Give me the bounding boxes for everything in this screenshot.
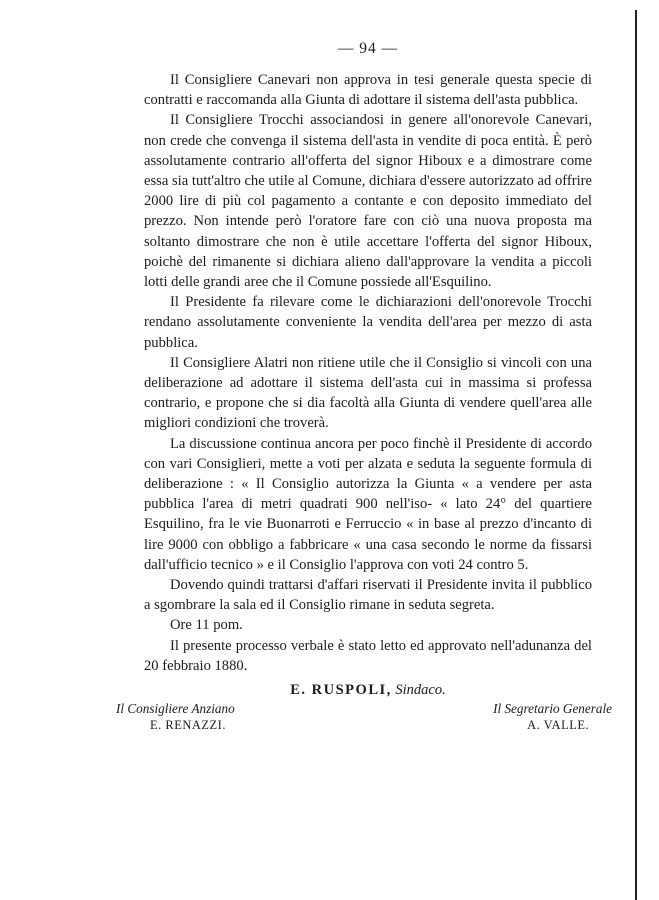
paragraph-processo-verbale: Il presente processo verbale è stato letto ed approvato nell'adunanza del 20 febbraio 1880. [144, 637, 592, 674]
signature-left-role: Il Consigliere Anziano [116, 701, 235, 717]
mayor-signature [144, 680, 592, 700]
page-number: — 94 — [337, 40, 399, 57]
signature-right-name: A. VALLE. [527, 718, 590, 733]
paragraph-deliberazione: La discussione continua ancora per poco finchè il Presidente di accordo con vari Consiglieri, mette a voti per alzata e seduta la seguente formula di deliberazione : « Il Consiglio autorizza la Giunta « a vendere per asta pubblica l'area di metri quadrati 900 nell'iso- « lato 24° del quartiere Esquilino, fra le vie Buonarroti e Ferruccio « in base al prezzo d'incanto di lire 9000 con obbligo a fabbricare « una casa secondo le norme da fissarsi dall'ufficio tecnico » e il Consiglio l'approva con voti 24 contro 5. [144, 435, 592, 573]
page-edge-line [635, 10, 637, 900]
paragraph-presidente: Il Presidente fa rilevare come le dichiarazioni dell'onorevole Trocchi rendano assolutamente conveniente la vendita dell'area per mezzo di asta pubblica. [144, 294, 592, 351]
signature-right [493, 700, 612, 734]
signature-block [116, 700, 612, 740]
signature-left-name: E. RENAZZI. [150, 718, 226, 733]
signature-right-role: Il Segretario Generale [493, 701, 612, 717]
mayor-title: Sindaco. [395, 682, 446, 699]
paragraph-alatri: Il Consigliere Alatri non ritiene utile che il Consiglio si vincoli con una deliberazione ad adottare il sistema dell'asta cui in massima si professa contrario, e propone che si dia facoltà alla Giunta di vendere quell'area alle migliori condizioni che troverà. [144, 354, 592, 432]
signature-left [116, 700, 235, 734]
paragraph-seduta-segreta: Dovendo quindi trattarsi d'affari riservati il Presidente invita il pubblico a sgombrare la sala ed il Consiglio rimane in seduta segreta. [144, 577, 592, 614]
document-page [116, 40, 612, 740]
paragraph-canevari: Il Consigliere Canevari non approva in tesi generale questa specie di contratti e raccomanda alla Giunta di adottare il sistema dell'asta pubblica. [144, 72, 592, 109]
mayor-name: E. RUSPOLI, [290, 682, 392, 699]
paragraph-trocchi: Il Consigliere Trocchi associandosi in genere all'onorevole Canevari, non crede che convenga il sistema dell'asta in vendite di poca entità. È però assolutamente contrario all'offerta del signor Hiboux e a dimostrare come essa sia tutt'altro che utile al Comune, dichiara d'essere autorizzato ad offrire 2000 lire di più col pagamento a contante e con deposito immediato del prezzo. Non intende però l'oratore fare con ciò una nuova proposta ma soltanto dimostrare che non è utile accettare l'offerta del signor Hiboux, poichè del rimanente si dichiara alieno dall'approvare la vendita a piccoli lotti delle grandi aree che il Comune possiede all'Esquilino. [144, 112, 592, 291]
paragraph-ore: Ore 11 pom. [170, 617, 243, 634]
